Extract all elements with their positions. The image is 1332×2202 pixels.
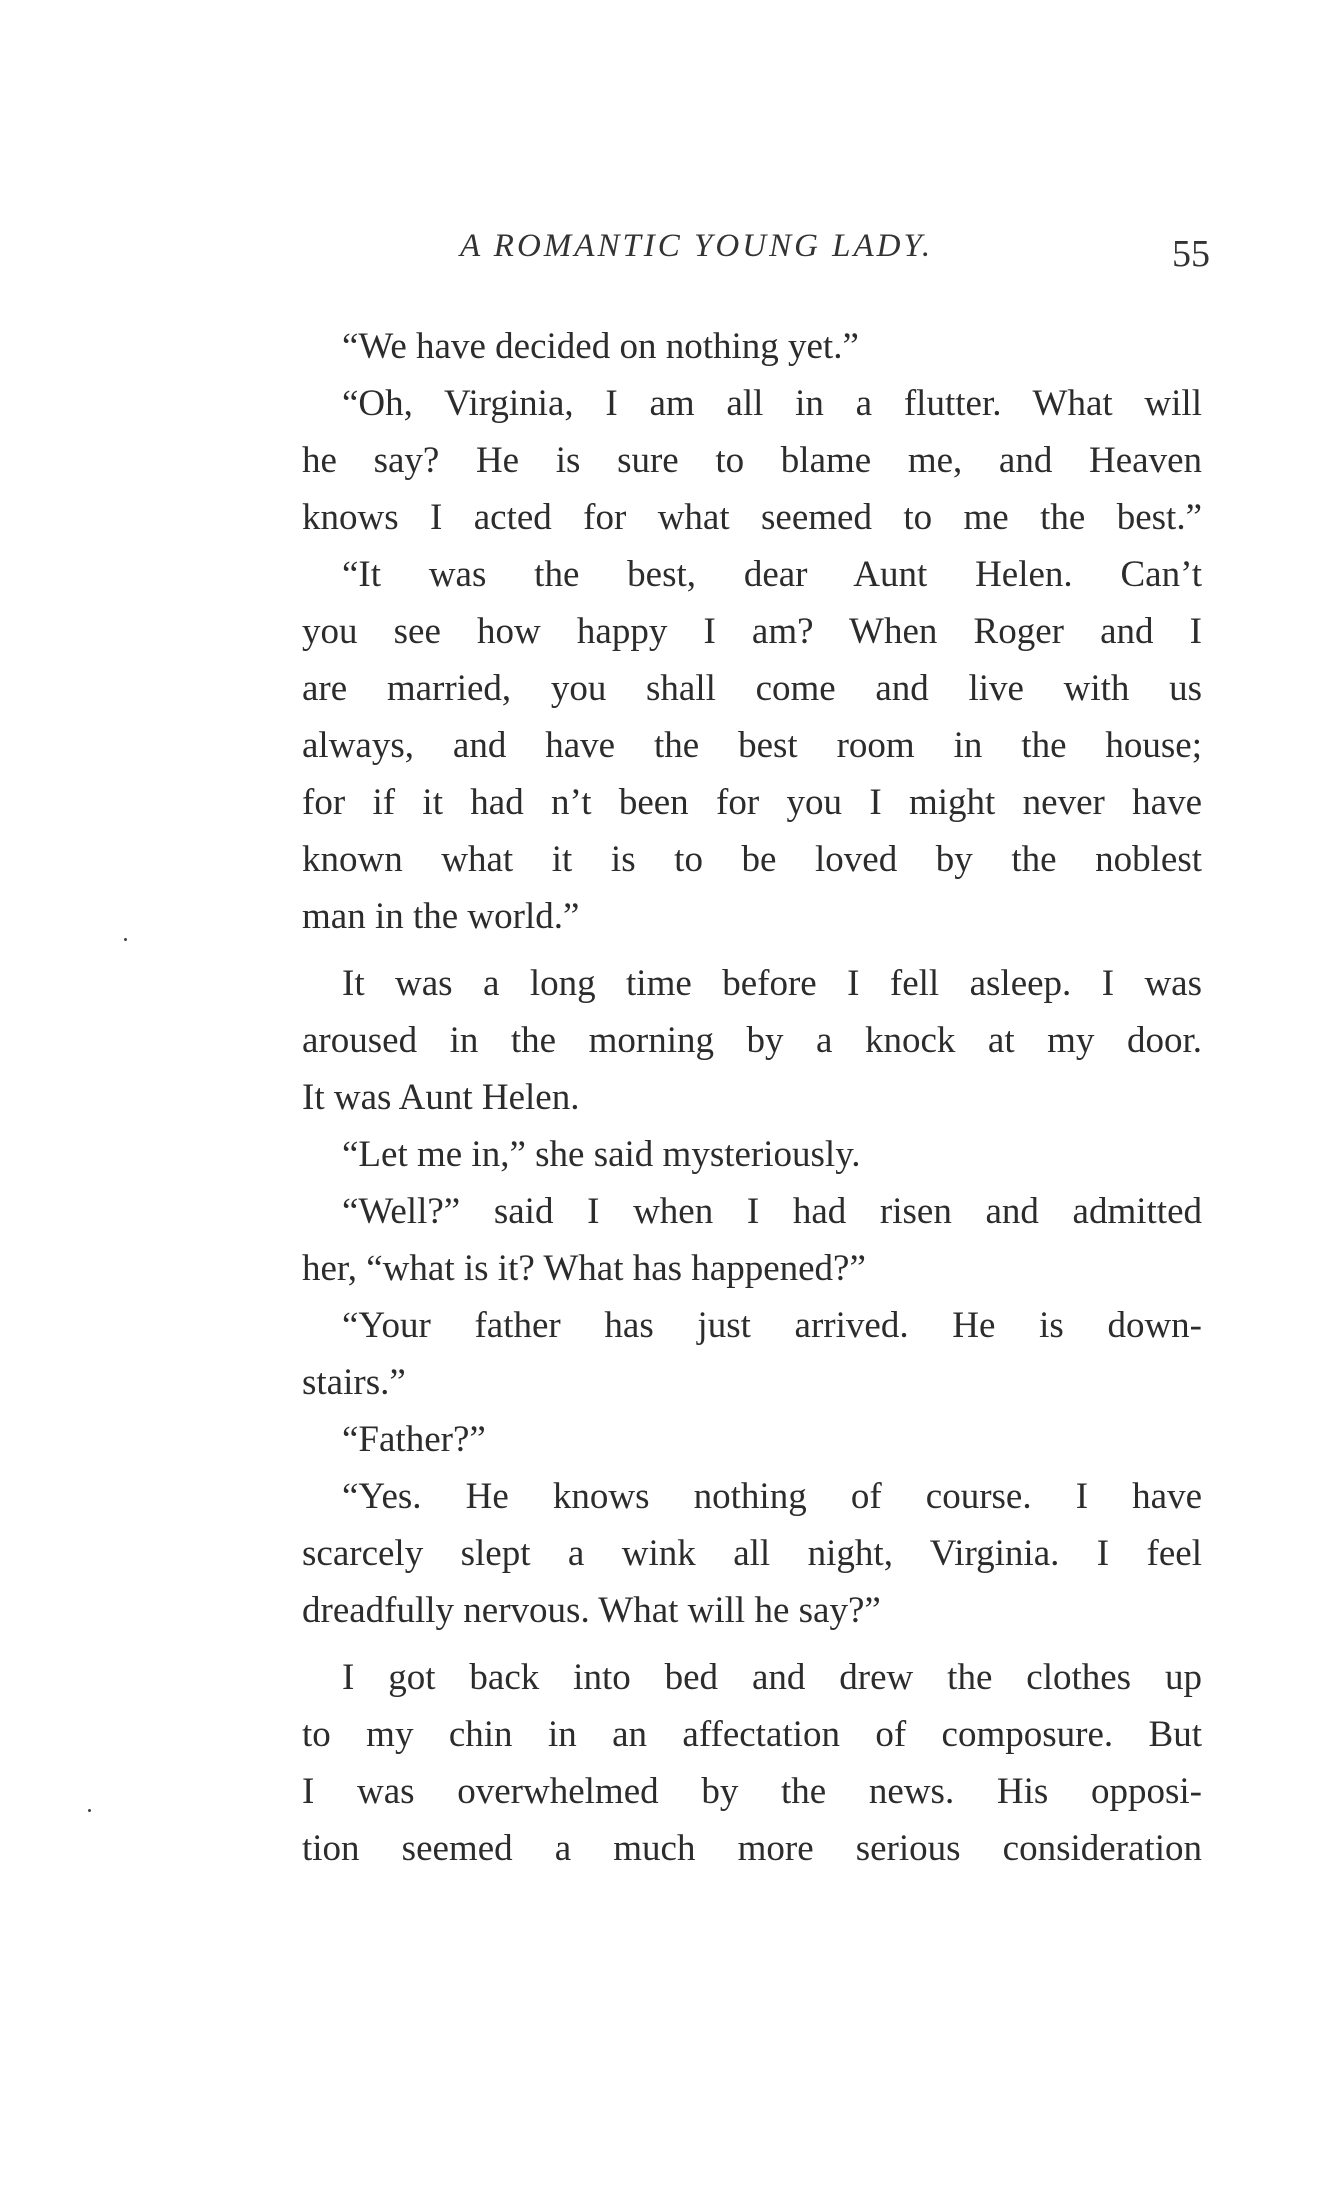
text-line: “Well?” said I when I had risen and admitted	[342, 1191, 1202, 1232]
text-line: I was overwhelmed by the news. His opposi-	[302, 1771, 1202, 1812]
text-line: to my chin in an affectation of composure. But	[302, 1714, 1202, 1755]
text-line: he say? He is sure to blame me, and Heaven	[302, 440, 1202, 481]
text-line: It was a long time before I fell asleep. I was	[342, 963, 1202, 1004]
scan-speck	[124, 938, 127, 941]
text-line: are married, you shall come and live with us	[302, 668, 1202, 709]
text-line: “It was the best, dear Aunt Helen. Can’t	[342, 554, 1202, 595]
text-line: “Father?”	[342, 1419, 486, 1460]
text-line: always, and have the best room in the house;	[302, 725, 1202, 766]
text-line: stairs.”	[302, 1362, 406, 1403]
text-line: her, “what is it? What has happened?”	[302, 1248, 866, 1289]
text-line: “Yes. He knows nothing of course. I have	[342, 1476, 1202, 1517]
text-line: aroused in the morning by a knock at my door.	[302, 1020, 1202, 1061]
body-text	[302, 318, 1202, 1877]
text-line: I got back into bed and drew the clothes up	[342, 1657, 1202, 1698]
scan-speck	[88, 1809, 91, 1812]
text-line: dreadfully nervous. What will he say?”	[302, 1590, 881, 1631]
text-line: knows I acted for what seemed to me the best.”	[302, 497, 1202, 538]
text-line: known what it is to be loved by the noblest	[302, 839, 1202, 880]
text-line: scarcely slept a wink all night, Virginia. I feel	[302, 1533, 1202, 1574]
text-line: It was Aunt Helen.	[302, 1077, 580, 1118]
running-head	[300, 228, 1210, 278]
text-line: “We have decided on nothing yet.”	[342, 326, 859, 367]
text-line: man in the world.”	[302, 896, 580, 937]
text-line: “Your father has just arrived. He is down-	[342, 1305, 1202, 1346]
text-line: you see how happy I am? When Roger and I	[302, 611, 1202, 652]
text-line: for if it had n’t been for you I might never have	[302, 782, 1202, 823]
text-line: “Oh, Virginia, I am all in a flutter. What will	[342, 383, 1202, 424]
page-number: 55	[1172, 233, 1210, 275]
text-line: “Let me in,” she said mysteriously.	[342, 1134, 861, 1175]
text-line: tion seemed a much more serious consideration	[302, 1828, 1202, 1869]
running-title: A ROMANTIC YOUNG LADY.	[460, 228, 934, 264]
